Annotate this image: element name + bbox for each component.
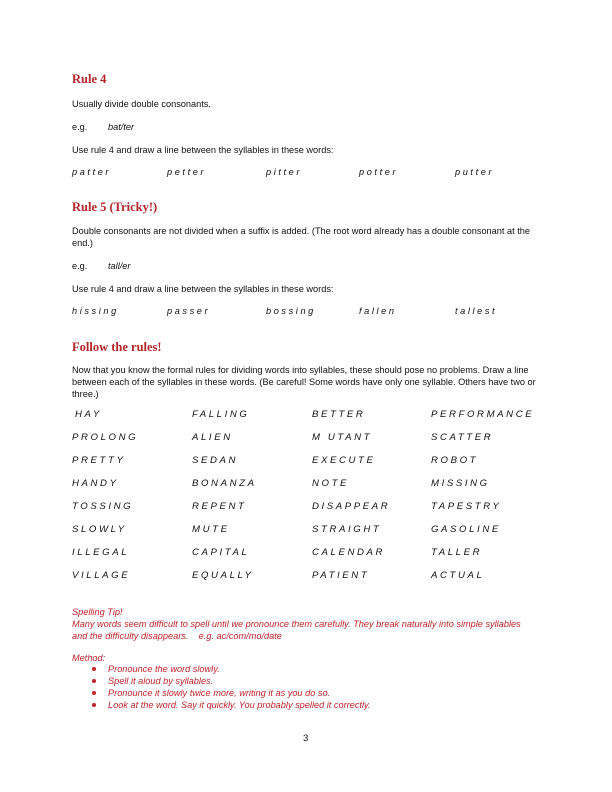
grid-word: M UTANT — [312, 432, 373, 443]
method-step: Pronounce the word slowly. — [92, 663, 371, 675]
grid-word: HAY — [75, 409, 102, 420]
rule4-word: patter — [72, 167, 112, 177]
grid-word: SCATTER — [431, 432, 494, 443]
rule4-word: petter — [167, 167, 207, 177]
bullet-icon — [92, 667, 96, 671]
rule5-example-label: e.g. — [72, 261, 88, 271]
tip-body: Many words seem difficult to spell until we pronounce them carefully. They break naturally into simple syllables and the difficulty disappears. — [72, 619, 521, 641]
follow-heading: Follow the rules! — [72, 340, 162, 354]
grid-word: REPENT — [192, 501, 247, 512]
grid-word: PRETTY — [72, 455, 126, 466]
grid-word: ACTUAL — [431, 570, 485, 581]
grid-word: PERFORMANCE — [431, 409, 535, 420]
grid-word: ALIEN — [192, 432, 233, 443]
rule5-word: fallen — [359, 306, 397, 316]
grid-word: EXECUTE — [312, 455, 376, 466]
grid-word: EQUALLY — [192, 570, 254, 581]
grid-word: TOSSING — [72, 501, 134, 512]
grid-word: MUTE — [192, 524, 230, 535]
tip-example: e.g. ac/com/mo/date — [198, 631, 282, 641]
grid-word: BONANZA — [192, 478, 257, 489]
rule5-word: bossing — [266, 306, 316, 316]
rule4-word: pitter — [266, 167, 303, 177]
method-title: Method: — [72, 653, 106, 663]
method-list — [92, 663, 371, 711]
grid-word: SEDAN — [192, 455, 239, 466]
tip-text — [72, 618, 532, 642]
grid-word: VILLAGE — [72, 570, 131, 581]
grid-word: TAPESTRY — [431, 501, 502, 512]
grid-word: TALLER — [431, 547, 483, 558]
grid-word: STRAIGHT — [312, 524, 382, 535]
grid-word: BETTER — [312, 409, 366, 420]
grid-word: PATIENT — [312, 570, 370, 581]
page-number: 3 — [303, 733, 309, 744]
grid-word: MISSING — [431, 478, 490, 489]
rule5-heading: Rule 5 (Tricky!) — [72, 200, 158, 214]
rule4-example-label: e.g. — [72, 122, 88, 132]
rule4-word: putter — [455, 167, 495, 177]
tip-title: Spelling Tip! — [72, 607, 123, 617]
method-step: Pronounce it slowly twice more, writing it as you do so. — [92, 687, 371, 699]
grid-word: CAPITAL — [192, 547, 250, 558]
rule4-heading: Rule 4 — [72, 72, 107, 86]
rule5-word: tallest — [455, 306, 498, 316]
bullet-icon — [92, 679, 96, 683]
rule5-example-word: tall/er — [108, 261, 131, 271]
grid-word: DISAPPEAR — [312, 501, 391, 512]
rule4-instruction: Use rule 4 and draw a line between the syllables in these words: — [72, 145, 334, 155]
rule5-description: Double consonants are not divided when a suffix is added. (The root word already has a double consonant at the end.) — [72, 226, 530, 248]
method-step: Spell it aloud by syllables. — [92, 675, 371, 687]
grid-word: FALLING — [192, 409, 250, 420]
rule5-instruction: Use rule 4 and draw a line between the syllables in these words: — [72, 284, 334, 294]
grid-word: ILLEGAL — [72, 547, 130, 558]
bullet-icon — [92, 691, 96, 695]
grid-word: PROLONG — [72, 432, 139, 443]
grid-word: NOTE — [312, 478, 350, 489]
rule5-word: hissing — [72, 306, 119, 316]
bullet-icon — [92, 703, 96, 707]
grid-word: GASOLINE — [431, 524, 501, 535]
rule5-word: passer — [167, 306, 211, 316]
grid-word: CALENDAR — [312, 547, 386, 558]
follow-description: Now that you know the formal rules for dividing words into syllables, these should pose no problems. Draw a line between each of the syllables in these words. (Be careful! Some words have only one syllable. Others have two or three.) — [72, 365, 536, 399]
grid-word: SLOWLY — [72, 524, 127, 535]
rule4-word: potter — [359, 167, 399, 177]
rule4-description: Usually divide double consonants. — [72, 99, 211, 109]
method-step: Look at the word. Say it quickly. You probably spelled it correctly. — [92, 699, 371, 711]
grid-word: HANDY — [72, 478, 119, 489]
rule4-example-word: bat/ter — [108, 122, 135, 132]
grid-word: ROBOT — [431, 455, 479, 466]
